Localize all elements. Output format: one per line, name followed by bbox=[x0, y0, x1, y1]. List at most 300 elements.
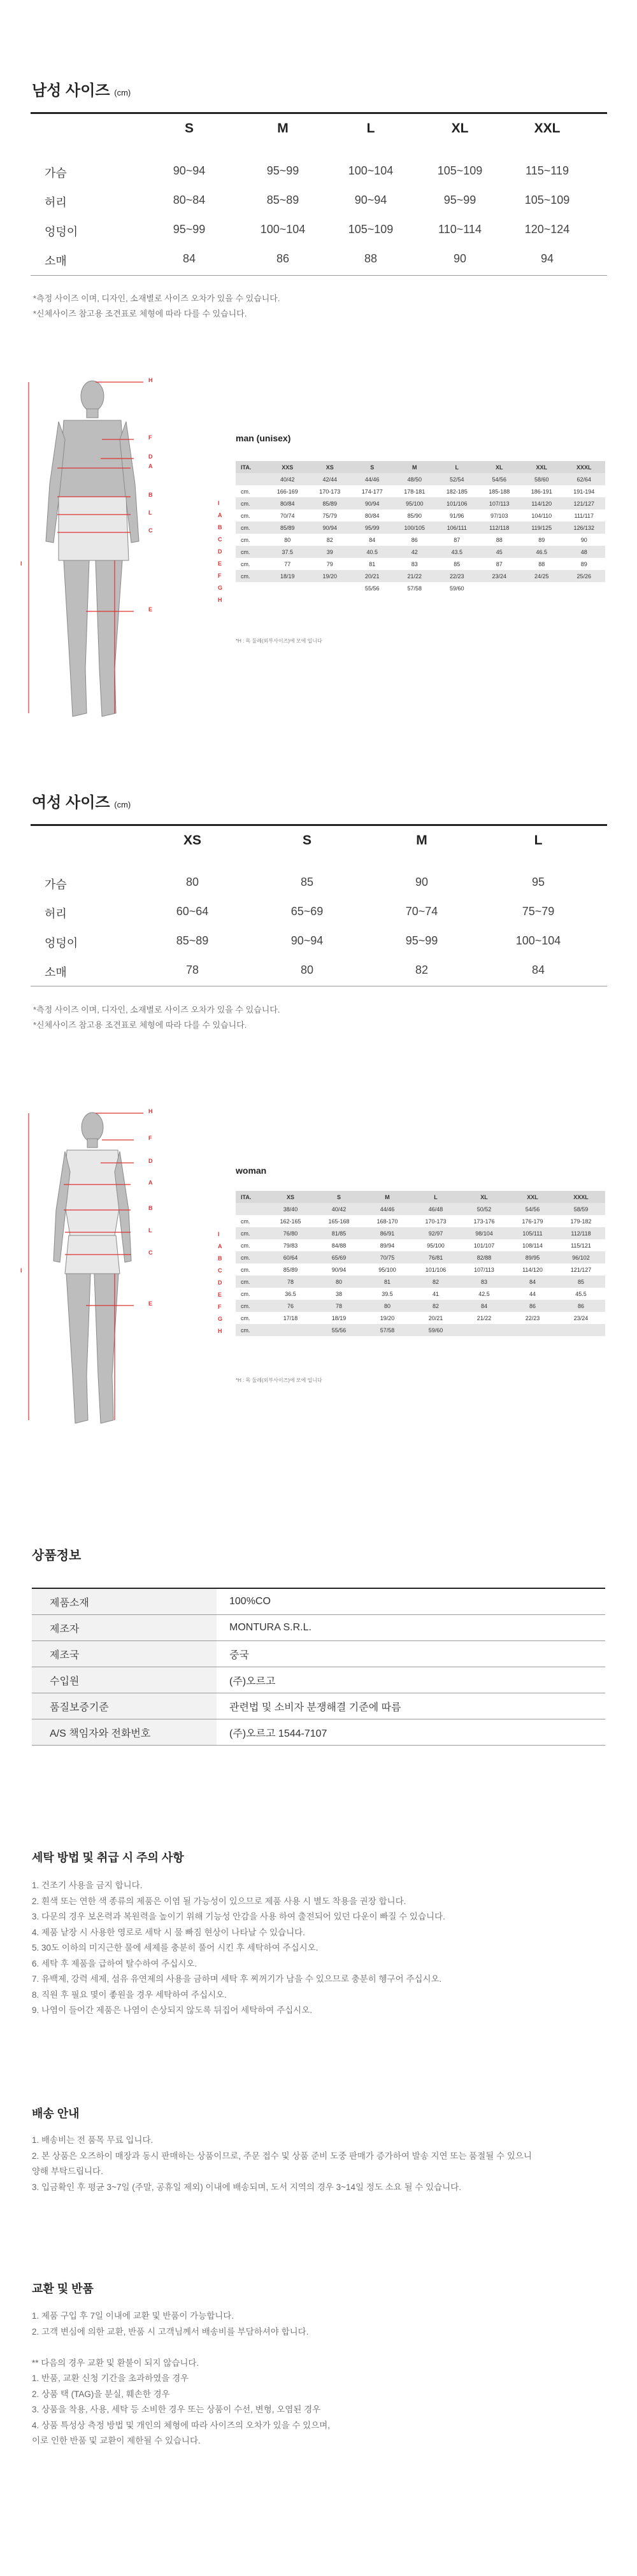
chart-cell: 84 bbox=[508, 1276, 557, 1288]
size-value: 90 bbox=[453, 252, 467, 265]
chart-header: XS bbox=[266, 1191, 315, 1203]
chart-cell: 104/110 bbox=[520, 509, 563, 522]
size-value: 100~104 bbox=[260, 223, 306, 236]
chart-cell: 55/56 bbox=[351, 582, 394, 594]
chart-cell: 89/95 bbox=[508, 1251, 557, 1263]
figure-letter: I bbox=[20, 560, 22, 567]
chart-header: XXXL bbox=[557, 1191, 605, 1203]
men-chart-footnote: *H : 목 둘레(외부사이즈)에 모에 입니다 bbox=[236, 638, 322, 644]
chart-cell: 86 bbox=[557, 1300, 605, 1312]
size-value: 90~94 bbox=[173, 164, 206, 177]
chart-row bbox=[236, 1203, 605, 1215]
product-info-table bbox=[32, 1588, 605, 1746]
size-value: 78 bbox=[185, 964, 199, 976]
chart-cell: 80 bbox=[315, 1276, 363, 1288]
men-body-figure bbox=[19, 369, 166, 732]
chart-cell: 81 bbox=[351, 558, 394, 570]
size-value: 90 bbox=[415, 876, 429, 888]
chart-row bbox=[236, 570, 605, 582]
chart-cell: 57/58 bbox=[394, 582, 436, 594]
text-line: 5. 30도 이하의 미지근한 물에 세제를 충분히 풀어 시킨 후 세탁하여 주십시오. bbox=[32, 1943, 318, 1953]
size-value: 100~104 bbox=[515, 934, 561, 947]
figure-letter: L bbox=[148, 1227, 152, 1234]
size-value: 85~89 bbox=[176, 934, 209, 947]
chart-cell: 121/127 bbox=[563, 497, 606, 509]
chart-cell: 170-173 bbox=[412, 1215, 460, 1227]
product-info-key: 품질보증기준 bbox=[32, 1693, 217, 1719]
chart-cell: 176-179 bbox=[508, 1215, 557, 1227]
product-info-value: (주)오르고 1544-7107 bbox=[217, 1719, 605, 1746]
size-value: 110~114 bbox=[438, 223, 482, 236]
women-note-2: *신체사이즈 참고용 조견표로 체형에 따라 다를 수 있습니다. bbox=[33, 1020, 247, 1030]
figure-letter: H bbox=[148, 377, 153, 383]
chart-row bbox=[236, 546, 605, 558]
size-value: 84 bbox=[531, 964, 545, 976]
men-chart-title: man (unisex) bbox=[236, 433, 291, 443]
chart-cell: 18/19 bbox=[266, 570, 309, 582]
chart-row-unit: cm. bbox=[236, 522, 266, 534]
row-label: 소매 bbox=[45, 255, 67, 267]
row-label: 허리 bbox=[45, 196, 67, 209]
chart-row bbox=[236, 534, 605, 546]
chart-row bbox=[236, 485, 605, 497]
chart-cell: 80 bbox=[266, 534, 309, 546]
chart-cell: 88 bbox=[478, 534, 521, 546]
chart-letter: I bbox=[218, 500, 220, 506]
size-header: L bbox=[534, 833, 543, 848]
chart-cell: 23/24 bbox=[478, 570, 521, 582]
chart-row-unit: cm. bbox=[236, 1239, 266, 1251]
product-info-row bbox=[32, 1667, 605, 1693]
chart-cell: 80/84 bbox=[351, 509, 394, 522]
text-line: 8. 직원 후 필요 몇이 좋원을 경우 세탁하여 주십시오. bbox=[32, 1989, 227, 2000]
chart-row-unit: cm. bbox=[236, 485, 266, 497]
text-line: 3. 상품을 착용, 사용, 세탁 등 소비한 경우 또는 상품이 수선, 변형, 오염된 경우 bbox=[32, 2405, 321, 2414]
row-label: 가슴 bbox=[45, 167, 67, 180]
chart-cell: 90 bbox=[563, 534, 606, 546]
chart-cell: 44/46 bbox=[351, 473, 394, 485]
row-label: 소매 bbox=[45, 966, 67, 979]
chart-header: XXL bbox=[508, 1191, 557, 1203]
chart-row-unit bbox=[236, 473, 266, 485]
size-value: 95 bbox=[531, 876, 545, 888]
chart-cell: 38/40 bbox=[266, 1203, 315, 1215]
chart-cell: 87 bbox=[436, 534, 478, 546]
chart-cell: 96/102 bbox=[557, 1251, 605, 1263]
chart-cell: 89 bbox=[563, 558, 606, 570]
chart-row bbox=[236, 522, 605, 534]
text-line: 1. 반품, 교환 신청 기간을 초과하였을 경우 bbox=[32, 2373, 189, 2383]
chart-cell: 59/60 bbox=[412, 1324, 460, 1336]
text-line: 1. 건조기 사용을 금지 합니다. bbox=[32, 1881, 143, 1890]
chart-cell: 75/79 bbox=[309, 509, 352, 522]
chart-cell bbox=[309, 582, 352, 594]
product-info-value: 중국 bbox=[217, 1641, 605, 1667]
chart-row bbox=[236, 497, 605, 509]
chart-cell: 90/94 bbox=[315, 1263, 363, 1276]
text-line: 2. 흰색 또는 연한 색 종류의 제품은 이염 될 가능성이 있으므로 제품 사용 시 별도 착용을 권장 합니다. bbox=[32, 1896, 406, 1906]
figure-letter: E bbox=[148, 606, 153, 613]
chart-header: XL bbox=[460, 1191, 508, 1203]
chart-cell: 95/100 bbox=[394, 497, 436, 509]
chart-cell: 79/83 bbox=[266, 1239, 315, 1251]
chart-cell: 168-170 bbox=[363, 1215, 412, 1227]
chart-cell: 23/24 bbox=[557, 1312, 605, 1324]
chart-row-unit: cm. bbox=[236, 1276, 266, 1288]
chart-header: XXS bbox=[266, 461, 309, 473]
text-line: 2. 상품 택 (TAG)을 분실, 훼손한 경우 bbox=[32, 2389, 170, 2399]
size-value: 115~119 bbox=[526, 164, 569, 177]
chart-cell: 112/118 bbox=[478, 522, 521, 534]
chart-cell: 40.5 bbox=[351, 546, 394, 558]
chart-cell: 70/74 bbox=[266, 509, 309, 522]
figure-letter: B bbox=[148, 1205, 153, 1211]
men-size-title: 남성 사이즈 (cm) bbox=[32, 82, 131, 99]
size-value: 90~94 bbox=[354, 194, 387, 206]
chart-cell: 106/111 bbox=[436, 522, 478, 534]
row-label: 허리 bbox=[45, 907, 67, 920]
chart-letter: G bbox=[218, 585, 223, 591]
chart-cell: 84 bbox=[351, 534, 394, 546]
chart-cell: 17/18 bbox=[266, 1312, 315, 1324]
chart-row bbox=[236, 558, 605, 570]
chart-letter: B bbox=[218, 524, 222, 530]
chart-cell: 82 bbox=[412, 1276, 460, 1288]
chart-letter: H bbox=[218, 597, 222, 603]
size-header: S bbox=[184, 121, 194, 136]
size-value: 105~109 bbox=[348, 223, 394, 236]
chart-cell: 19/20 bbox=[363, 1312, 412, 1324]
chart-cell: 76/81 bbox=[412, 1251, 460, 1263]
chart-cell: 18/19 bbox=[315, 1312, 363, 1324]
chart-cell: 40/42 bbox=[315, 1203, 363, 1215]
figure-letter: D bbox=[148, 1158, 153, 1164]
chart-cell: 111/117 bbox=[563, 509, 606, 522]
chart-cell: 50/52 bbox=[460, 1203, 508, 1215]
chart-header: M bbox=[363, 1191, 412, 1203]
chart-letter: D bbox=[218, 548, 222, 555]
chart-cell: 76 bbox=[266, 1300, 315, 1312]
chart-row bbox=[236, 473, 605, 485]
women-note-1: *측정 사이즈 이며, 디자인, 소재별로 사이즈 오차가 있을 수 있습니다. bbox=[33, 1005, 280, 1014]
size-value: 95~99 bbox=[266, 164, 299, 177]
figure-letter: B bbox=[148, 492, 153, 498]
chart-cell: 165-168 bbox=[315, 1215, 363, 1227]
chart-letter: F bbox=[218, 1304, 222, 1310]
chart-cell: 36.5 bbox=[266, 1288, 315, 1300]
text-line: 이로 인한 반품 및 교환이 제한될 수 있습니다. bbox=[32, 2436, 201, 2445]
chart-row-unit: cm. bbox=[236, 497, 266, 509]
size-value: 105~109 bbox=[437, 164, 483, 177]
chart-cell: 76/80 bbox=[266, 1227, 315, 1239]
chart-cell: 90/94 bbox=[309, 522, 352, 534]
chart-cell: 20/21 bbox=[412, 1312, 460, 1324]
chart-cell: 101/107 bbox=[460, 1239, 508, 1251]
chart-cell: 88 bbox=[520, 558, 563, 570]
chart-cell: 42/44 bbox=[309, 473, 352, 485]
figure-letter: A bbox=[148, 1179, 153, 1186]
row-label: 엉덩이 bbox=[45, 937, 78, 950]
chart-cell: 45 bbox=[478, 546, 521, 558]
chart-cell: 112/118 bbox=[557, 1227, 605, 1239]
chart-row-unit: cm. bbox=[236, 546, 266, 558]
size-value: 82 bbox=[415, 964, 429, 976]
size-value: 105~109 bbox=[524, 194, 570, 206]
chart-cell: 107/113 bbox=[478, 497, 521, 509]
size-value: 90~94 bbox=[290, 934, 324, 947]
chart-cell: 108/114 bbox=[508, 1239, 557, 1251]
shipping-title: 배송 안내 bbox=[32, 2107, 80, 2120]
chart-cell: 114/120 bbox=[508, 1263, 557, 1276]
text-line: 4. 제품 낱장 시 사용한 영로로 세탁 시 물 빠짐 현상이 나타날 수 있습니다. bbox=[32, 1927, 305, 1937]
chart-header: L bbox=[412, 1191, 460, 1203]
chart-cell bbox=[266, 582, 309, 594]
text-line: 7. 유백제, 강력 세제, 섬유 유연제의 사용을 금하며 세탁 후 찌꺼기가 남을 수 있으므로 충분히 헹구어 주십시오. bbox=[32, 1974, 442, 1984]
chart-row-unit: cm. bbox=[236, 1215, 266, 1227]
size-header: L bbox=[366, 121, 375, 136]
chart-cell: 41 bbox=[412, 1288, 460, 1300]
chart-row bbox=[236, 1239, 605, 1251]
figure-letter: C bbox=[148, 1249, 153, 1256]
size-value: 86 bbox=[276, 252, 290, 265]
text-line: 3. 입금확인 후 평균 3~7일 (주말, 공휴일 제외) 이내에 배송되며, 도서 지역의 경우 3~14일 정도 소요 될 수 있습니다. bbox=[32, 2182, 461, 2192]
chart-cell: 95/99 bbox=[351, 522, 394, 534]
size-value: 95~99 bbox=[173, 223, 206, 236]
size-value: 75~79 bbox=[522, 905, 555, 918]
chart-cell: 57/58 bbox=[363, 1324, 412, 1336]
chart-cell: 95/100 bbox=[412, 1239, 460, 1251]
chart-header: S bbox=[315, 1191, 363, 1203]
product-info-row bbox=[32, 1641, 605, 1667]
chart-cell: 162-165 bbox=[266, 1215, 315, 1227]
chart-letter: E bbox=[218, 560, 222, 567]
product-info-row bbox=[32, 1588, 605, 1615]
exchange-info bbox=[32, 2309, 330, 2449]
product-info-key: 제품소재 bbox=[32, 1588, 217, 1615]
chart-cell: 24/25 bbox=[520, 570, 563, 582]
chart-cell: 84 bbox=[460, 1300, 508, 1312]
figure-letter: L bbox=[148, 509, 152, 516]
product-info-title: 상품정보 bbox=[32, 1549, 82, 1563]
women-body-figure bbox=[19, 1102, 166, 1433]
chart-letter: C bbox=[218, 1267, 222, 1274]
chart-row-unit: cm. bbox=[236, 1300, 266, 1312]
chart-cell: 100/105 bbox=[394, 522, 436, 534]
chart-cell: 22/23 bbox=[436, 570, 478, 582]
chart-cell: 38 bbox=[315, 1288, 363, 1300]
chart-cell bbox=[460, 1324, 508, 1336]
text-line: 3. 다문의 경우 보온력과 복원력을 높이기 위해 기능성 안감을 사용 하여 출전되어 있던 다운이 빠질 수 있습니다. bbox=[32, 1912, 445, 1921]
men-measurement-table bbox=[236, 461, 605, 594]
chart-cell: 101/106 bbox=[412, 1263, 460, 1276]
chart-row-unit: cm. bbox=[236, 1251, 266, 1263]
chart-cell: 59/60 bbox=[436, 582, 478, 594]
chart-cell bbox=[563, 582, 606, 594]
chart-cell: 115/121 bbox=[557, 1239, 605, 1251]
product-info-value: (주)오르고 bbox=[217, 1667, 605, 1693]
chart-header: XXL bbox=[520, 461, 563, 473]
chart-cell: 58/59 bbox=[557, 1203, 605, 1215]
chart-cell bbox=[557, 1324, 605, 1336]
women-chart-title: woman bbox=[236, 1165, 267, 1176]
chart-header: XS bbox=[309, 461, 352, 473]
exchange-title: 교환 및 반품 bbox=[32, 2282, 94, 2295]
product-info-value: 100%CO bbox=[217, 1588, 605, 1615]
chart-cell: 54/56 bbox=[478, 473, 521, 485]
size-value: 70~74 bbox=[405, 905, 438, 918]
chart-cell: 80/84 bbox=[266, 497, 309, 509]
text-line: 9. 나염이 들어간 제품은 나염이 손상되지 않도록 뒤집어 세탁하여 주십시오. bbox=[32, 2005, 312, 2015]
figure-letter: C bbox=[148, 527, 153, 534]
chart-letter: D bbox=[218, 1279, 222, 1286]
chart-cell: 70/75 bbox=[363, 1251, 412, 1263]
chart-cell: 45.5 bbox=[557, 1288, 605, 1300]
chart-cell: 22/23 bbox=[508, 1312, 557, 1324]
chart-cell: 85 bbox=[557, 1276, 605, 1288]
chart-cell: 46.5 bbox=[520, 546, 563, 558]
chart-header: L bbox=[436, 461, 478, 473]
row-label: 가슴 bbox=[45, 878, 67, 891]
chart-cell: 166-169 bbox=[266, 485, 309, 497]
chart-cell: 90/94 bbox=[351, 497, 394, 509]
chart-cell: 80 bbox=[363, 1300, 412, 1312]
chart-row-unit: cm. bbox=[236, 1263, 266, 1276]
chart-cell bbox=[266, 1324, 315, 1336]
text-line: 양해 부탁드립니다. bbox=[32, 2167, 103, 2176]
chart-cell: 25/26 bbox=[563, 570, 606, 582]
product-info-key: 제조자 bbox=[32, 1615, 217, 1641]
chart-cell: 37.5 bbox=[266, 546, 309, 558]
chart-row bbox=[236, 1312, 605, 1324]
men-note-1: *측정 사이즈 이며, 디자인, 소재별로 사이즈 오차가 있을 수 있습니다. bbox=[33, 294, 280, 303]
chart-cell: 39.5 bbox=[363, 1288, 412, 1300]
chart-cell: 178-181 bbox=[394, 485, 436, 497]
chart-cell bbox=[508, 1324, 557, 1336]
chart-row-unit: cm. bbox=[236, 534, 266, 546]
chart-row bbox=[236, 1251, 605, 1263]
chart-cell: 42 bbox=[394, 546, 436, 558]
size-value: 95~99 bbox=[405, 934, 438, 947]
chart-letter: E bbox=[218, 1292, 222, 1298]
chart-cell: 84/88 bbox=[315, 1239, 363, 1251]
chart-cell: 174-177 bbox=[351, 485, 394, 497]
chart-cell: 40/42 bbox=[266, 473, 309, 485]
chart-header: M bbox=[394, 461, 436, 473]
size-value: 100~104 bbox=[348, 164, 394, 177]
chart-cell: 44/46 bbox=[363, 1203, 412, 1215]
chart-cell: 83 bbox=[394, 558, 436, 570]
chart-header: ITA. bbox=[236, 461, 266, 473]
size-header: S bbox=[302, 833, 311, 848]
text-line: 4. 상품 특성상 측정 방법 및 개인의 체형에 따라 사이즈의 오차가 있을 수 있으며, bbox=[32, 2420, 331, 2430]
chart-cell: 86 bbox=[508, 1300, 557, 1312]
size-value: 85~89 bbox=[266, 194, 299, 206]
chart-cell: 105/111 bbox=[508, 1227, 557, 1239]
chart-row-unit: cm. bbox=[236, 558, 266, 570]
product-info-key: 제조국 bbox=[32, 1641, 217, 1667]
chart-cell: 19/20 bbox=[309, 570, 352, 582]
chart-cell: 186-191 bbox=[520, 485, 563, 497]
chart-cell: 65/69 bbox=[315, 1251, 363, 1263]
chart-row-unit bbox=[236, 582, 266, 594]
chart-cell: 86 bbox=[394, 534, 436, 546]
size-value: 95~99 bbox=[443, 194, 476, 206]
size-value: 94 bbox=[540, 252, 554, 265]
text-line bbox=[32, 2340, 330, 2356]
chart-cell: 43.5 bbox=[436, 546, 478, 558]
product-info-value: 관련법 및 소비자 분쟁해결 기준에 따름 bbox=[217, 1693, 605, 1719]
women-measurement-table bbox=[236, 1191, 605, 1336]
chart-row bbox=[236, 1288, 605, 1300]
chart-cell: 39 bbox=[309, 546, 352, 558]
chart-cell: 182-185 bbox=[436, 485, 478, 497]
chart-cell: 46/48 bbox=[412, 1203, 460, 1215]
chart-cell: 92/97 bbox=[412, 1227, 460, 1239]
figure-letter: A bbox=[148, 463, 153, 469]
chart-cell: 20/21 bbox=[351, 570, 394, 582]
women-chart-footnote: *H : 목 둘레(외부사이즈)에 모에 입니다 bbox=[236, 1377, 322, 1383]
chart-cell: 91/96 bbox=[436, 509, 478, 522]
chart-cell: 107/113 bbox=[460, 1263, 508, 1276]
chart-cell: 85/90 bbox=[394, 509, 436, 522]
chart-cell: 83 bbox=[460, 1276, 508, 1288]
chart-cell: 42.5 bbox=[460, 1288, 508, 1300]
chart-cell: 121/127 bbox=[557, 1263, 605, 1276]
chart-row-unit: cm. bbox=[236, 1227, 266, 1239]
chart-cell: 170-173 bbox=[309, 485, 352, 497]
chart-header: XL bbox=[478, 461, 521, 473]
chart-row-unit: cm. bbox=[236, 1312, 266, 1324]
figure-letter: F bbox=[148, 1135, 152, 1141]
chart-cell: 89/94 bbox=[363, 1239, 412, 1251]
chart-row-unit: cm. bbox=[236, 570, 266, 582]
chart-row bbox=[236, 1263, 605, 1276]
product-info-key: 수입원 bbox=[32, 1667, 217, 1693]
chart-row-unit: cm. bbox=[236, 1324, 266, 1336]
size-header: XL bbox=[451, 121, 469, 136]
chart-cell: 86/91 bbox=[363, 1227, 412, 1239]
chart-cell: 60/64 bbox=[266, 1251, 315, 1263]
product-info-value: MONTURA S.R.L. bbox=[217, 1615, 605, 1641]
chart-letter: B bbox=[218, 1255, 222, 1262]
divider bbox=[31, 275, 607, 276]
row-label: 엉덩이 bbox=[45, 225, 78, 238]
chart-cell: 48/50 bbox=[394, 473, 436, 485]
product-info-row bbox=[32, 1693, 605, 1719]
chart-row bbox=[236, 1300, 605, 1312]
chart-cell: 97/103 bbox=[478, 509, 521, 522]
chart-cell: 185-188 bbox=[478, 485, 521, 497]
chart-cell: 82 bbox=[412, 1300, 460, 1312]
chart-cell: 44 bbox=[508, 1288, 557, 1300]
chart-cell: 114/120 bbox=[520, 497, 563, 509]
chart-row bbox=[236, 1227, 605, 1239]
chart-cell: 81/85 bbox=[315, 1227, 363, 1239]
chart-cell: 85/89 bbox=[266, 522, 309, 534]
figure-letter: I bbox=[20, 1267, 22, 1274]
size-header: XXL bbox=[534, 121, 561, 136]
chart-cell: 21/22 bbox=[394, 570, 436, 582]
divider bbox=[31, 112, 607, 114]
chart-cell: 78 bbox=[266, 1276, 315, 1288]
chart-cell: 98/104 bbox=[460, 1227, 508, 1239]
chart-cell: 52/54 bbox=[436, 473, 478, 485]
chart-row bbox=[236, 509, 605, 522]
chart-cell: 191-194 bbox=[563, 485, 606, 497]
text-line: 6. 세탁 후 제품을 급하여 탈수하여 주십시오. bbox=[32, 1958, 197, 1968]
size-value: 85 bbox=[300, 876, 314, 888]
size-value: 88 bbox=[364, 252, 378, 265]
